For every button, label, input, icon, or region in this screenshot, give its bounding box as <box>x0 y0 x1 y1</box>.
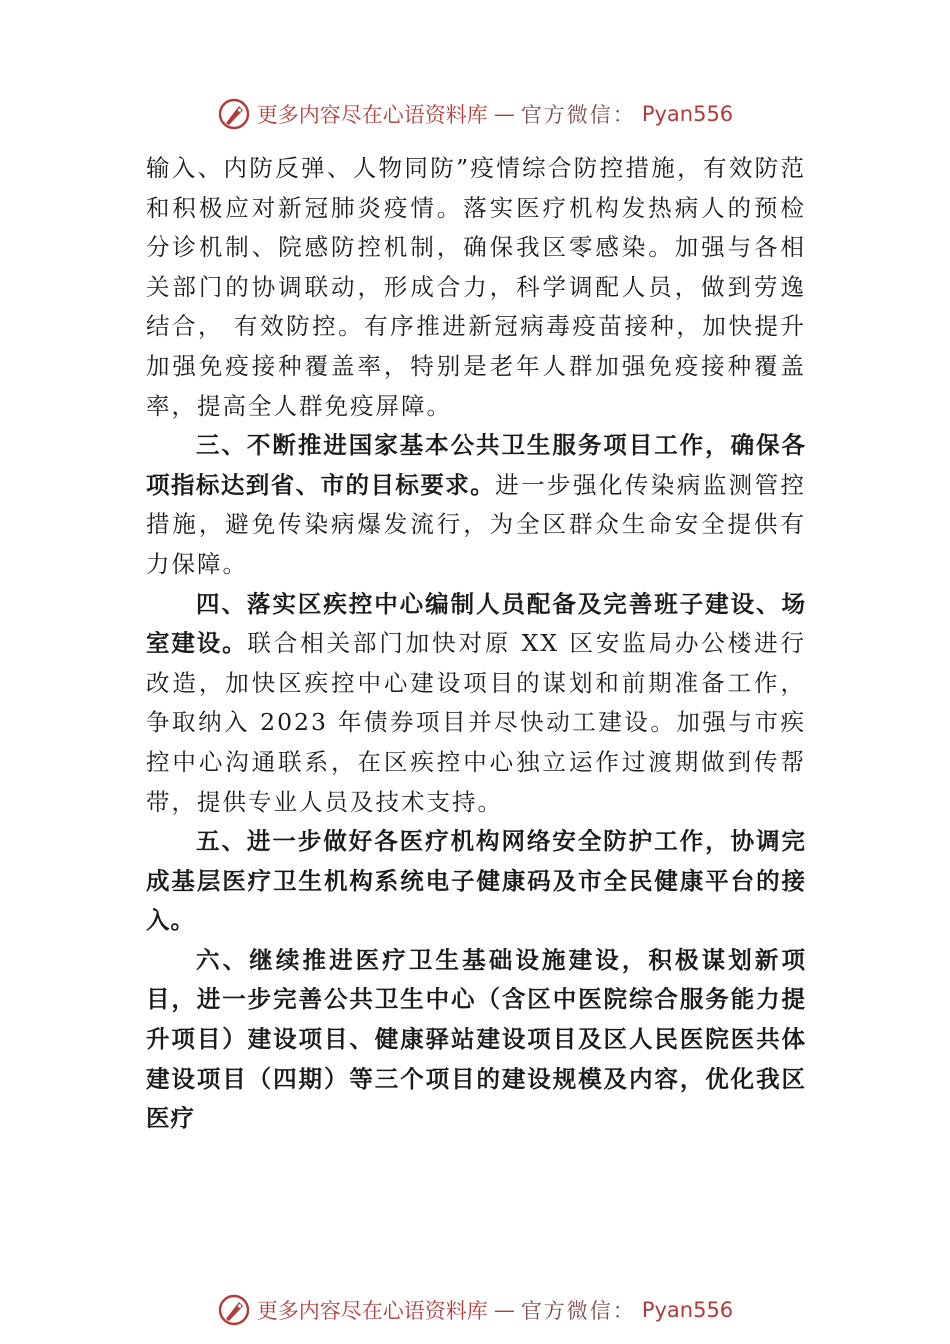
header-watermark <box>0 94 950 134</box>
document-body <box>146 149 806 1139</box>
paragraph-4-heading: 五、进一步做好各医疗机构网络安全防护工作，协调完成基层医疗卫生机构系统电子健康码及市全民健康平台的接入。 <box>146 827 806 935</box>
watermark-id: Pyan556 <box>641 1298 734 1322</box>
paragraph-5 <box>146 941 806 1139</box>
paragraph-3 <box>146 585 806 823</box>
paragraph-2 <box>146 426 806 584</box>
paragraph-2-heading: 三、不断推进国家基本公共卫生服务项目工作，确保各项指标达到省、市的目标要求。 <box>146 431 806 499</box>
paragraph-3-text: 联合相关部门加快对原 XX 区安监局办公楼进行改造，加快区疾控中心建设项目的谋划和前期准备工作，争取纳入 2023 年债券项目并尽快动工建设。加强与市疾控中心沟通联系，在区疾控中心独立运作过渡期做到传帮带，提供专业人员及技术支持。 <box>146 629 806 816</box>
watermark-id: Pyan556 <box>641 102 734 126</box>
pen-nib-circle-icon <box>217 97 251 131</box>
watermark-label: 官方微信： <box>520 1299 636 1323</box>
watermark-separator: — <box>493 102 515 126</box>
watermark-brand: 更多内容尽在心语资料库 <box>256 1299 488 1323</box>
footer-watermark <box>0 1290 950 1330</box>
paragraph-2-text: 进一步强化传染病监测管控措施，避免传染病爆发流行，为全区群众生命安全提供有力保障。 <box>146 470 807 578</box>
paragraph-4 <box>146 822 806 941</box>
paragraph-1-text: 输入、内防反弹、人物同防”疫情综合防控措施，有效防范和积极应对新冠肺炎疫情。落实医疗机构发热病人的预检分诊机制、院感防控机制，确保我区零感染。加强与各相关部门的协调联动，形成合力，科学调配人员，做到劳逸结合， 有效防控。有序推进新冠病毒疫苗接种，加快提升加强免疫接种覆盖率，特别是老年人群加强免疫接种覆盖率，提高全人群免疫屏障。 <box>146 154 806 420</box>
watermark-brand: 更多内容尽在心语资料库 <box>256 103 488 127</box>
watermark-separator: — <box>493 1298 515 1322</box>
pen-nib-circle-icon <box>217 1293 251 1327</box>
paragraph-3-heading: 四、落实区疾控中心编制人员配备及完善班子建设、场室建设。 <box>146 589 806 658</box>
watermark-label: 官方微信： <box>520 103 636 127</box>
paragraph-5-heading: 六、继续推进医疗卫生基础设施建设，积极谋划新项目，进一步完善公共卫生中心（含区中医院综合服务能力提升项目）建设项目、健康驿站建设项目及区人民医院医共体建设项目（四期）等三个项目的建设规模及内容，优化我区医疗 <box>146 945 806 1133</box>
paragraph-1 <box>146 149 806 426</box>
